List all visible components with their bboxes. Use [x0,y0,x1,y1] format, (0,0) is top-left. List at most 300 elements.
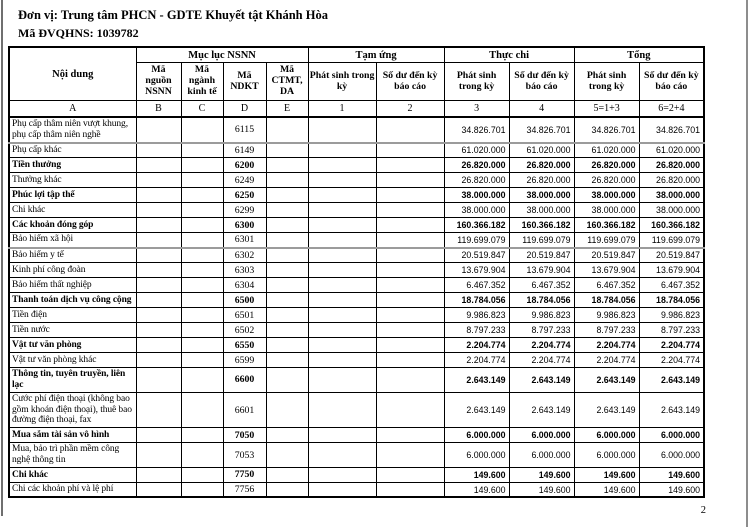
row-ndkt-code: 6599 [223,353,266,368]
row-source-code [136,428,181,443]
row-label: Chi khác [9,203,136,218]
page-left-border [1,0,3,516]
row-value: 18.784.056 [639,293,704,308]
row-value [308,308,376,323]
row-value [376,278,444,293]
row-value: 149.600 [509,482,574,497]
row-sector-code [181,143,223,158]
row-value: 149.600 [509,467,574,482]
row-ndkt-code: 6149 [223,143,266,158]
row-value: 8.797.233 [444,323,509,338]
row-value [376,233,444,248]
column-letter: E [266,101,308,118]
group-header-nsnn-index: Mục lục NSNN [136,47,308,63]
table-row [9,173,704,188]
row-value: 6.000.000 [509,443,574,468]
table-row [9,443,704,468]
row-value: 2.643.149 [444,368,509,393]
row-value: 38.000.000 [509,203,574,218]
table-letter-row [9,101,704,118]
row-ctmt-code [266,218,308,233]
row-value [308,233,376,248]
table-row [9,293,704,308]
row-value [308,278,376,293]
column-letter: 2 [376,101,444,118]
row-value: 26.820.000 [639,158,704,173]
row-value [308,263,376,278]
row-label: Bảo hiểm y tế [9,248,136,263]
row-ctmt-code [266,353,308,368]
row-value: 26.820.000 [574,173,639,188]
table-row [9,263,704,278]
row-value [308,188,376,203]
row-value: 119.699.079 [574,233,639,248]
row-ctmt-code [266,263,308,278]
row-value [376,392,444,427]
row-label: Bảo hiểm thất nghiệp [9,278,136,293]
row-value: 26.820.000 [444,158,509,173]
row-value [376,248,444,263]
row-value [308,117,376,143]
row-value [376,293,444,308]
row-source-code [136,353,181,368]
row-sector-code [181,293,223,308]
table-row [9,278,704,293]
row-source-code [136,173,181,188]
row-value: 119.699.079 [444,233,509,248]
row-ndkt-code: 6250 [223,188,266,203]
row-value [308,323,376,338]
row-value: 6.000.000 [444,443,509,468]
table-row [9,203,704,218]
table-row [9,353,704,368]
row-value: 34.826.701 [639,117,704,143]
row-value: 38.000.000 [574,203,639,218]
row-value [376,158,444,173]
row-value: 9.986.823 [574,308,639,323]
group-header-actual: Thực chi [444,47,574,63]
table-row [9,482,704,497]
row-ctmt-code [266,233,308,248]
row-ctmt-code [266,323,308,338]
row-value: 61.020.000 [509,143,574,158]
row-sector-code [181,428,223,443]
row-ndkt-code: 6200 [223,158,266,173]
row-value: 18.784.056 [574,293,639,308]
row-value: 26.820.000 [509,158,574,173]
row-value: 6.000.000 [444,428,509,443]
row-value: 13.679.904 [444,263,509,278]
row-ndkt-code: 6501 [223,308,266,323]
row-sector-code [181,233,223,248]
row-value: 149.600 [639,482,704,497]
row-label: Các khoản đóng góp [9,218,136,233]
row-label: Phụ cấp khác [9,143,136,158]
row-value: 61.020.000 [639,143,704,158]
row-sector-code [181,248,223,263]
row-ctmt-code [266,467,308,482]
row-source-code [136,443,181,468]
row-value: 61.020.000 [574,143,639,158]
row-value: 38.000.000 [509,188,574,203]
row-value: 149.600 [574,467,639,482]
row-sector-code [181,482,223,497]
column-letter: D [223,101,266,118]
column-letter: 6=2+4 [639,101,704,118]
row-value: 160.366.182 [509,218,574,233]
row-source-code [136,392,181,427]
row-sector-code [181,467,223,482]
row-value: 6.467.352 [574,278,639,293]
col-header-actual-balance: Số dư đến kỳ báo cáo [509,63,574,101]
row-source-code [136,467,181,482]
row-source-code [136,338,181,353]
row-value: 160.366.182 [444,218,509,233]
row-source-code [136,188,181,203]
row-value: 26.820.000 [639,173,704,188]
row-ctmt-code [266,392,308,427]
row-sector-code [181,323,223,338]
col-header-advance-balance: Số dư đến kỳ báo cáo [376,63,444,101]
row-value: 26.820.000 [574,158,639,173]
row-ndkt-code: 6304 [223,278,266,293]
row-value: 2.204.774 [574,353,639,368]
row-value [308,467,376,482]
report-page [8,8,708,516]
row-value [308,158,376,173]
row-value [308,293,376,308]
row-value: 26.820.000 [509,173,574,188]
row-label: Chi khác [9,467,136,482]
row-value: 2.204.774 [639,338,704,353]
row-value: 2.204.774 [509,353,574,368]
row-value: 20.519.847 [444,248,509,263]
row-label: Bảo hiểm xã hội [9,233,136,248]
row-value: 38.000.000 [444,203,509,218]
row-value: 2.204.774 [639,353,704,368]
table-row [9,117,704,143]
group-header-advance: Tạm ứng [308,47,444,63]
row-value: 149.600 [444,482,509,497]
row-ndkt-code: 6249 [223,173,266,188]
row-value: 8.797.233 [509,323,574,338]
row-source-code [136,323,181,338]
column-letter: 3 [444,101,509,118]
row-ctmt-code [266,117,308,143]
row-ctmt-code [266,143,308,158]
row-sector-code [181,308,223,323]
row-source-code [136,248,181,263]
row-ndkt-code: 6601 [223,392,266,427]
row-ctmt-code [266,482,308,497]
row-value: 38.000.000 [444,188,509,203]
row-value [376,117,444,143]
row-sector-code [181,158,223,173]
row-source-code [136,293,181,308]
row-value [308,428,376,443]
row-value: 2.204.774 [444,338,509,353]
row-ctmt-code [266,368,308,393]
table-row [9,308,704,323]
row-label: Tiền thưởng [9,158,136,173]
row-ctmt-code [266,203,308,218]
row-value [376,353,444,368]
column-letter: C [181,101,223,118]
row-sector-code [181,263,223,278]
row-ctmt-code [266,188,308,203]
row-value: 2.643.149 [444,392,509,427]
col-header-source-code: Mã nguồn NSNN [136,63,181,101]
row-ndkt-code: 6550 [223,338,266,353]
row-sector-code [181,368,223,393]
row-label: Chi các khoản phí và lệ phí [9,482,136,497]
row-value [376,467,444,482]
row-value [308,368,376,393]
row-value [376,482,444,497]
row-value: 26.820.000 [444,173,509,188]
row-ctmt-code [266,173,308,188]
row-source-code [136,368,181,393]
row-value [308,218,376,233]
row-value: 2.643.149 [509,368,574,393]
row-source-code [136,278,181,293]
row-label: Tiền nước [9,323,136,338]
row-value: 13.679.904 [574,263,639,278]
row-label: Vật tư văn phòng [9,338,136,353]
row-value: 34.826.701 [444,117,509,143]
row-ndkt-code: 7053 [223,443,266,468]
table-row [9,233,704,248]
row-value: 119.699.079 [509,233,574,248]
row-ndkt-code: 7756 [223,482,266,497]
row-label: Cước phí điện thoại (không bao gồm khoán điện thoại), thuê bao đường điện thoại, fax [9,392,136,427]
row-value: 13.679.904 [639,263,704,278]
row-value: 6.000.000 [509,428,574,443]
row-ndkt-code: 6500 [223,293,266,308]
row-ctmt-code [266,443,308,468]
row-value: 13.679.904 [509,263,574,278]
table-row [9,368,704,393]
row-sector-code [181,188,223,203]
row-ctmt-code [266,248,308,263]
row-value: 38.000.000 [639,203,704,218]
row-ndkt-code: 7750 [223,467,266,482]
row-ndkt-code: 7050 [223,428,266,443]
row-source-code [136,218,181,233]
row-value [308,482,376,497]
row-ctmt-code [266,338,308,353]
column-letter: A [9,101,136,118]
row-value: 20.519.847 [639,248,704,263]
row-value: 6.000.000 [574,428,639,443]
row-ndkt-code: 6302 [223,248,266,263]
column-letter: B [136,101,181,118]
row-sector-code [181,203,223,218]
row-value [376,323,444,338]
row-source-code [136,263,181,278]
row-ndkt-code: 6303 [223,263,266,278]
row-ndkt-code: 6502 [223,323,266,338]
row-label: Mua, bảo trì phần mềm công nghệ thông tin [9,443,136,468]
table-row [9,218,704,233]
row-label: Thông tin, tuyên truyền, liên lạc [9,368,136,393]
row-value [308,143,376,158]
row-value: 2.643.149 [574,392,639,427]
row-value [376,188,444,203]
row-source-code [136,117,181,143]
row-value: 38.000.000 [574,188,639,203]
row-value: 2.204.774 [444,353,509,368]
row-ndkt-code: 6300 [223,218,266,233]
row-sector-code [181,353,223,368]
row-value [308,443,376,468]
row-value [308,392,376,427]
row-ndkt-code: 6600 [223,368,266,393]
row-value: 2.643.149 [509,392,574,427]
col-header-sector-code: Mã ngành kinh tế [181,63,223,101]
row-value: 20.519.847 [509,248,574,263]
row-ctmt-code [266,158,308,173]
row-source-code [136,143,181,158]
col-header-total-arising: Phát sinh trong kỳ [574,63,639,101]
row-value: 34.826.701 [509,117,574,143]
row-value: 6.467.352 [639,278,704,293]
col-header-ctmt-code: Mã CTMT, DA [266,63,308,101]
row-value [308,248,376,263]
row-sector-code [181,218,223,233]
row-value [376,368,444,393]
table-row [9,338,704,353]
row-sector-code [181,117,223,143]
row-value: 149.600 [444,467,509,482]
column-letter: 5=1+3 [574,101,639,118]
row-sector-code [181,443,223,468]
row-value: 61.020.000 [444,143,509,158]
row-value [308,203,376,218]
row-value: 160.366.182 [639,218,704,233]
row-label: Vật tư văn phòng khác [9,353,136,368]
col-header-total-balance: Số dư đến kỳ báo cáo [639,63,704,101]
row-value: 8.797.233 [639,323,704,338]
row-value: 6.000.000 [639,443,704,468]
row-value: 149.600 [639,467,704,482]
row-value: 2.643.149 [574,368,639,393]
group-header-total: Tổng [574,47,704,63]
table-row [9,158,704,173]
table-row [9,467,704,482]
row-value: 34.826.701 [574,117,639,143]
row-value [376,203,444,218]
row-value: 2.643.149 [639,392,704,427]
table-row [9,428,704,443]
row-label: Phúc lợi tập thể [9,188,136,203]
page-right-border [746,0,748,527]
row-ctmt-code [266,428,308,443]
row-ctmt-code [266,278,308,293]
row-label: Thanh toán dịch vụ công cộng [9,293,136,308]
row-sector-code [181,338,223,353]
row-value: 8.797.233 [574,323,639,338]
unit-title: Đơn vị: Trung tâm PHCN - GDTE Khuyết tật Khánh Hòa [18,8,328,22]
row-value [308,353,376,368]
budget-table [8,46,705,498]
row-value: 2.643.149 [639,368,704,393]
row-value [376,443,444,468]
row-value: 9.986.823 [444,308,509,323]
row-value: 149.600 [574,482,639,497]
row-ndkt-code: 6299 [223,203,266,218]
row-value [308,338,376,353]
row-value [376,428,444,443]
row-value [376,308,444,323]
row-label: Thưởng khác [9,173,136,188]
row-value: 20.519.847 [574,248,639,263]
row-source-code [136,158,181,173]
row-value: 119.699.079 [639,233,704,248]
row-value: 2.204.774 [574,338,639,353]
table-row [9,143,704,158]
row-label: Mua sắm tài sản vô hình [9,428,136,443]
row-label: Kinh phí công đoàn [9,263,136,278]
row-ctmt-code [266,293,308,308]
row-value: 18.784.056 [509,293,574,308]
page-number: 2 [700,505,706,517]
row-value [376,263,444,278]
row-value: 38.000.000 [639,188,704,203]
row-value: 6.467.352 [509,278,574,293]
table-row [9,323,704,338]
row-value: 6.000.000 [639,428,704,443]
column-letter: 1 [308,101,376,118]
row-value: 9.986.823 [509,308,574,323]
row-ndkt-code: 6301 [223,233,266,248]
row-source-code [136,482,181,497]
column-letter: 4 [509,101,574,118]
row-ctmt-code [266,308,308,323]
table-body [9,117,704,497]
row-value [376,338,444,353]
row-source-code [136,203,181,218]
row-label: Phụ cấp thâm niên vượt khung, phụ cấp thâm niên nghề [9,117,136,143]
row-value: 6.000.000 [574,443,639,468]
table-row [9,392,704,427]
row-ndkt-code: 6115 [223,117,266,143]
table-row [9,188,704,203]
row-value [376,173,444,188]
row-value: 160.366.182 [574,218,639,233]
table-row [9,248,704,263]
col-header-ndkt-code: Mã NDKT [223,63,266,101]
row-value: 6.467.352 [444,278,509,293]
col-header-actual-arising: Phát sinh trong kỳ [444,63,509,101]
row-sector-code [181,278,223,293]
row-value: 18.784.056 [444,293,509,308]
row-value: 2.204.774 [509,338,574,353]
row-source-code [136,308,181,323]
row-sector-code [181,173,223,188]
table-group-header-row [9,47,704,63]
col-header-content: Nội dung [9,47,136,101]
row-label: Tiền điện [9,308,136,323]
row-value [308,173,376,188]
col-header-advance-arising: Phát sinh trong kỳ [308,63,376,101]
row-sector-code [181,392,223,427]
unit-code: Mã ĐVQHNS: 1039782 [18,26,139,40]
row-value: 9.986.823 [639,308,704,323]
row-value [376,218,444,233]
row-source-code [136,233,181,248]
row-value [376,143,444,158]
